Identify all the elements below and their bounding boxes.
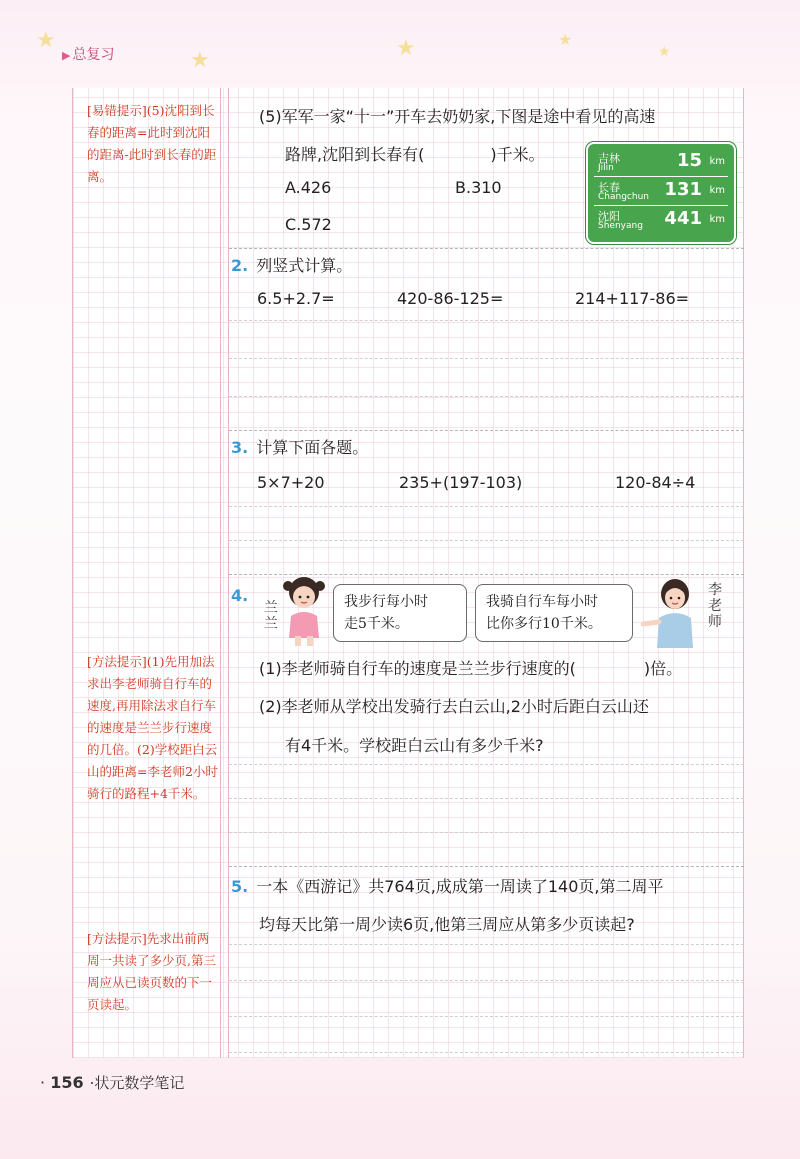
book-title: ·状元数学笔记 (89, 1074, 185, 1092)
page-number: 156 (50, 1073, 84, 1092)
answer-rule (229, 540, 744, 541)
option-a[interactable]: A.426 (285, 178, 332, 197)
section-divider (229, 866, 744, 867)
page-footer (40, 1072, 184, 1093)
highway-road-sign (586, 142, 736, 244)
q3-number: 3. (231, 438, 249, 457)
teacher-illustration (641, 572, 703, 650)
sign-city-cn: 沈阳 (598, 210, 620, 223)
q4-number: 4. (231, 586, 249, 605)
teacher-name-label: 李老师 (708, 582, 722, 630)
q4-heading (231, 586, 256, 605)
sign-city-en: Jilin (598, 163, 614, 173)
triangle-right-icon: ▶ (62, 49, 71, 62)
q1-5-stem-a: 路牌,沈阳到长春有( (285, 145, 425, 164)
girl-speech-line1: 我步行每小时 (344, 594, 428, 610)
q1-5-line2 (285, 142, 545, 165)
girl-name-label: 兰兰 (264, 600, 278, 632)
sign-unit: km (709, 214, 725, 225)
tip-box-mistake (87, 100, 219, 188)
q4-sub2-line1: (2)李老师从学校出发骑行去白云山,2小时后距白云山还 (259, 697, 649, 716)
tip-text: (1)先用加法求出李老师骑自行车的速度,再用除法求自行车的速度是兰兰步行速度的几倍。(2)学校距白云山的距离=李老师2小时骑行的路程+4千米。 (87, 654, 218, 801)
q2-title: 列竖式计算。 (256, 256, 353, 275)
q1-5-stem-b: )千米。 (490, 145, 545, 164)
bullet-dot-icon: · (40, 1073, 46, 1092)
girl-speech-bubble (333, 584, 467, 642)
teacher-speech-bubble (475, 584, 633, 642)
teacher-speech-line2: 比你多行10千米。 (486, 616, 602, 632)
tip-box-method-q4 (87, 651, 219, 805)
q2-expr-1: 6.5+2.7= (257, 289, 335, 308)
section-title: 总复习 (72, 47, 115, 63)
q1-5-line1: (5)军军一家“十一”开车去奶奶家,下图是途中看见的高速 (259, 107, 656, 126)
star-decoration-icon: ★ (558, 30, 573, 49)
q3-heading (231, 435, 368, 458)
girl-illustration (279, 572, 329, 648)
option-b[interactable]: B.310 (455, 178, 502, 197)
tips-sidebar (73, 88, 221, 1058)
sign-city-en: Changchun (598, 192, 649, 202)
sign-distance: 131 (664, 179, 702, 200)
tip-tag: [易错提示] (87, 103, 147, 118)
q4-sub1-stem-a: (1)李老师骑自行车的速度是兰兰步行速度的( (259, 659, 576, 678)
answer-rule (229, 358, 744, 359)
q3-title: 计算下面各题。 (256, 438, 369, 457)
q2-expr-2: 420-86-125= (397, 289, 504, 308)
q4-sub2-line2: 有4千米。学校距白云山有多少千米? (285, 736, 544, 755)
tip-text: (5)沈阳到长春的距离=此时到沈阳的距离-此时到长春的距离。 (87, 103, 217, 184)
section-header (62, 44, 114, 64)
sign-row-jilin (594, 148, 728, 177)
q3-expr-2: 235+(197-103) (399, 473, 523, 492)
sign-distance: 15 (676, 150, 702, 171)
sign-city-en: Shenyang (598, 221, 643, 231)
q2-expr-3: 214+117-86= (575, 289, 690, 308)
answer-rule (229, 396, 744, 397)
answer-rule (229, 1052, 744, 1053)
teacher-speech-line1: 我骑自行车每小时 (486, 594, 598, 610)
answer-rule (229, 764, 744, 765)
q5-number: 5. (231, 877, 249, 896)
answer-rule (229, 1016, 744, 1017)
q5-line2: 均每天比第一周少读6页,他第三周应从第多少页读起? (259, 915, 635, 934)
star-decoration-icon: ★ (658, 44, 671, 60)
answer-rule (229, 798, 744, 799)
sign-city-cn: 长春 (598, 181, 620, 194)
answer-rule (229, 832, 744, 833)
sign-row-changchun (594, 177, 728, 206)
q4-sub1 (259, 656, 682, 679)
answer-rule (229, 320, 744, 321)
tip-box-method-q5 (87, 928, 219, 1016)
sign-unit: km (709, 185, 725, 196)
sign-distance: 441 (664, 208, 702, 229)
tip-tag: [方法提示] (87, 654, 147, 669)
q2-heading (231, 253, 352, 276)
option-c[interactable]: C.572 (285, 215, 332, 234)
section-divider (229, 248, 744, 249)
tip-text: 先求出前两周一共读了多少页,第三周应从已读页数的下一页读起。 (87, 931, 216, 1012)
q4-sub1-stem-b: )倍。 (643, 659, 683, 678)
answer-rule (229, 944, 744, 945)
answer-rule (229, 506, 744, 507)
section-divider (229, 430, 744, 431)
star-decoration-icon: ★ (36, 28, 56, 53)
star-decoration-icon: ★ (396, 36, 416, 61)
girl-speech-line2: 走5千米。 (344, 616, 409, 632)
q2-number: 2. (231, 256, 249, 275)
q5-text-line1: 一本《西游记》共764页,成成第一周读了140页,第二周平 (256, 877, 664, 896)
q3-expr-3: 120-84÷4 (615, 473, 696, 492)
tip-tag: [方法提示] (87, 931, 147, 946)
sign-city-cn: 吉林 (598, 152, 620, 165)
q5-line1 (231, 874, 663, 897)
answer-rule (229, 980, 744, 981)
star-decoration-icon: ★ (190, 48, 210, 73)
q3-expr-1: 5×7+20 (257, 473, 325, 492)
sign-unit: km (709, 156, 725, 167)
sign-row-shenyang (594, 206, 728, 234)
